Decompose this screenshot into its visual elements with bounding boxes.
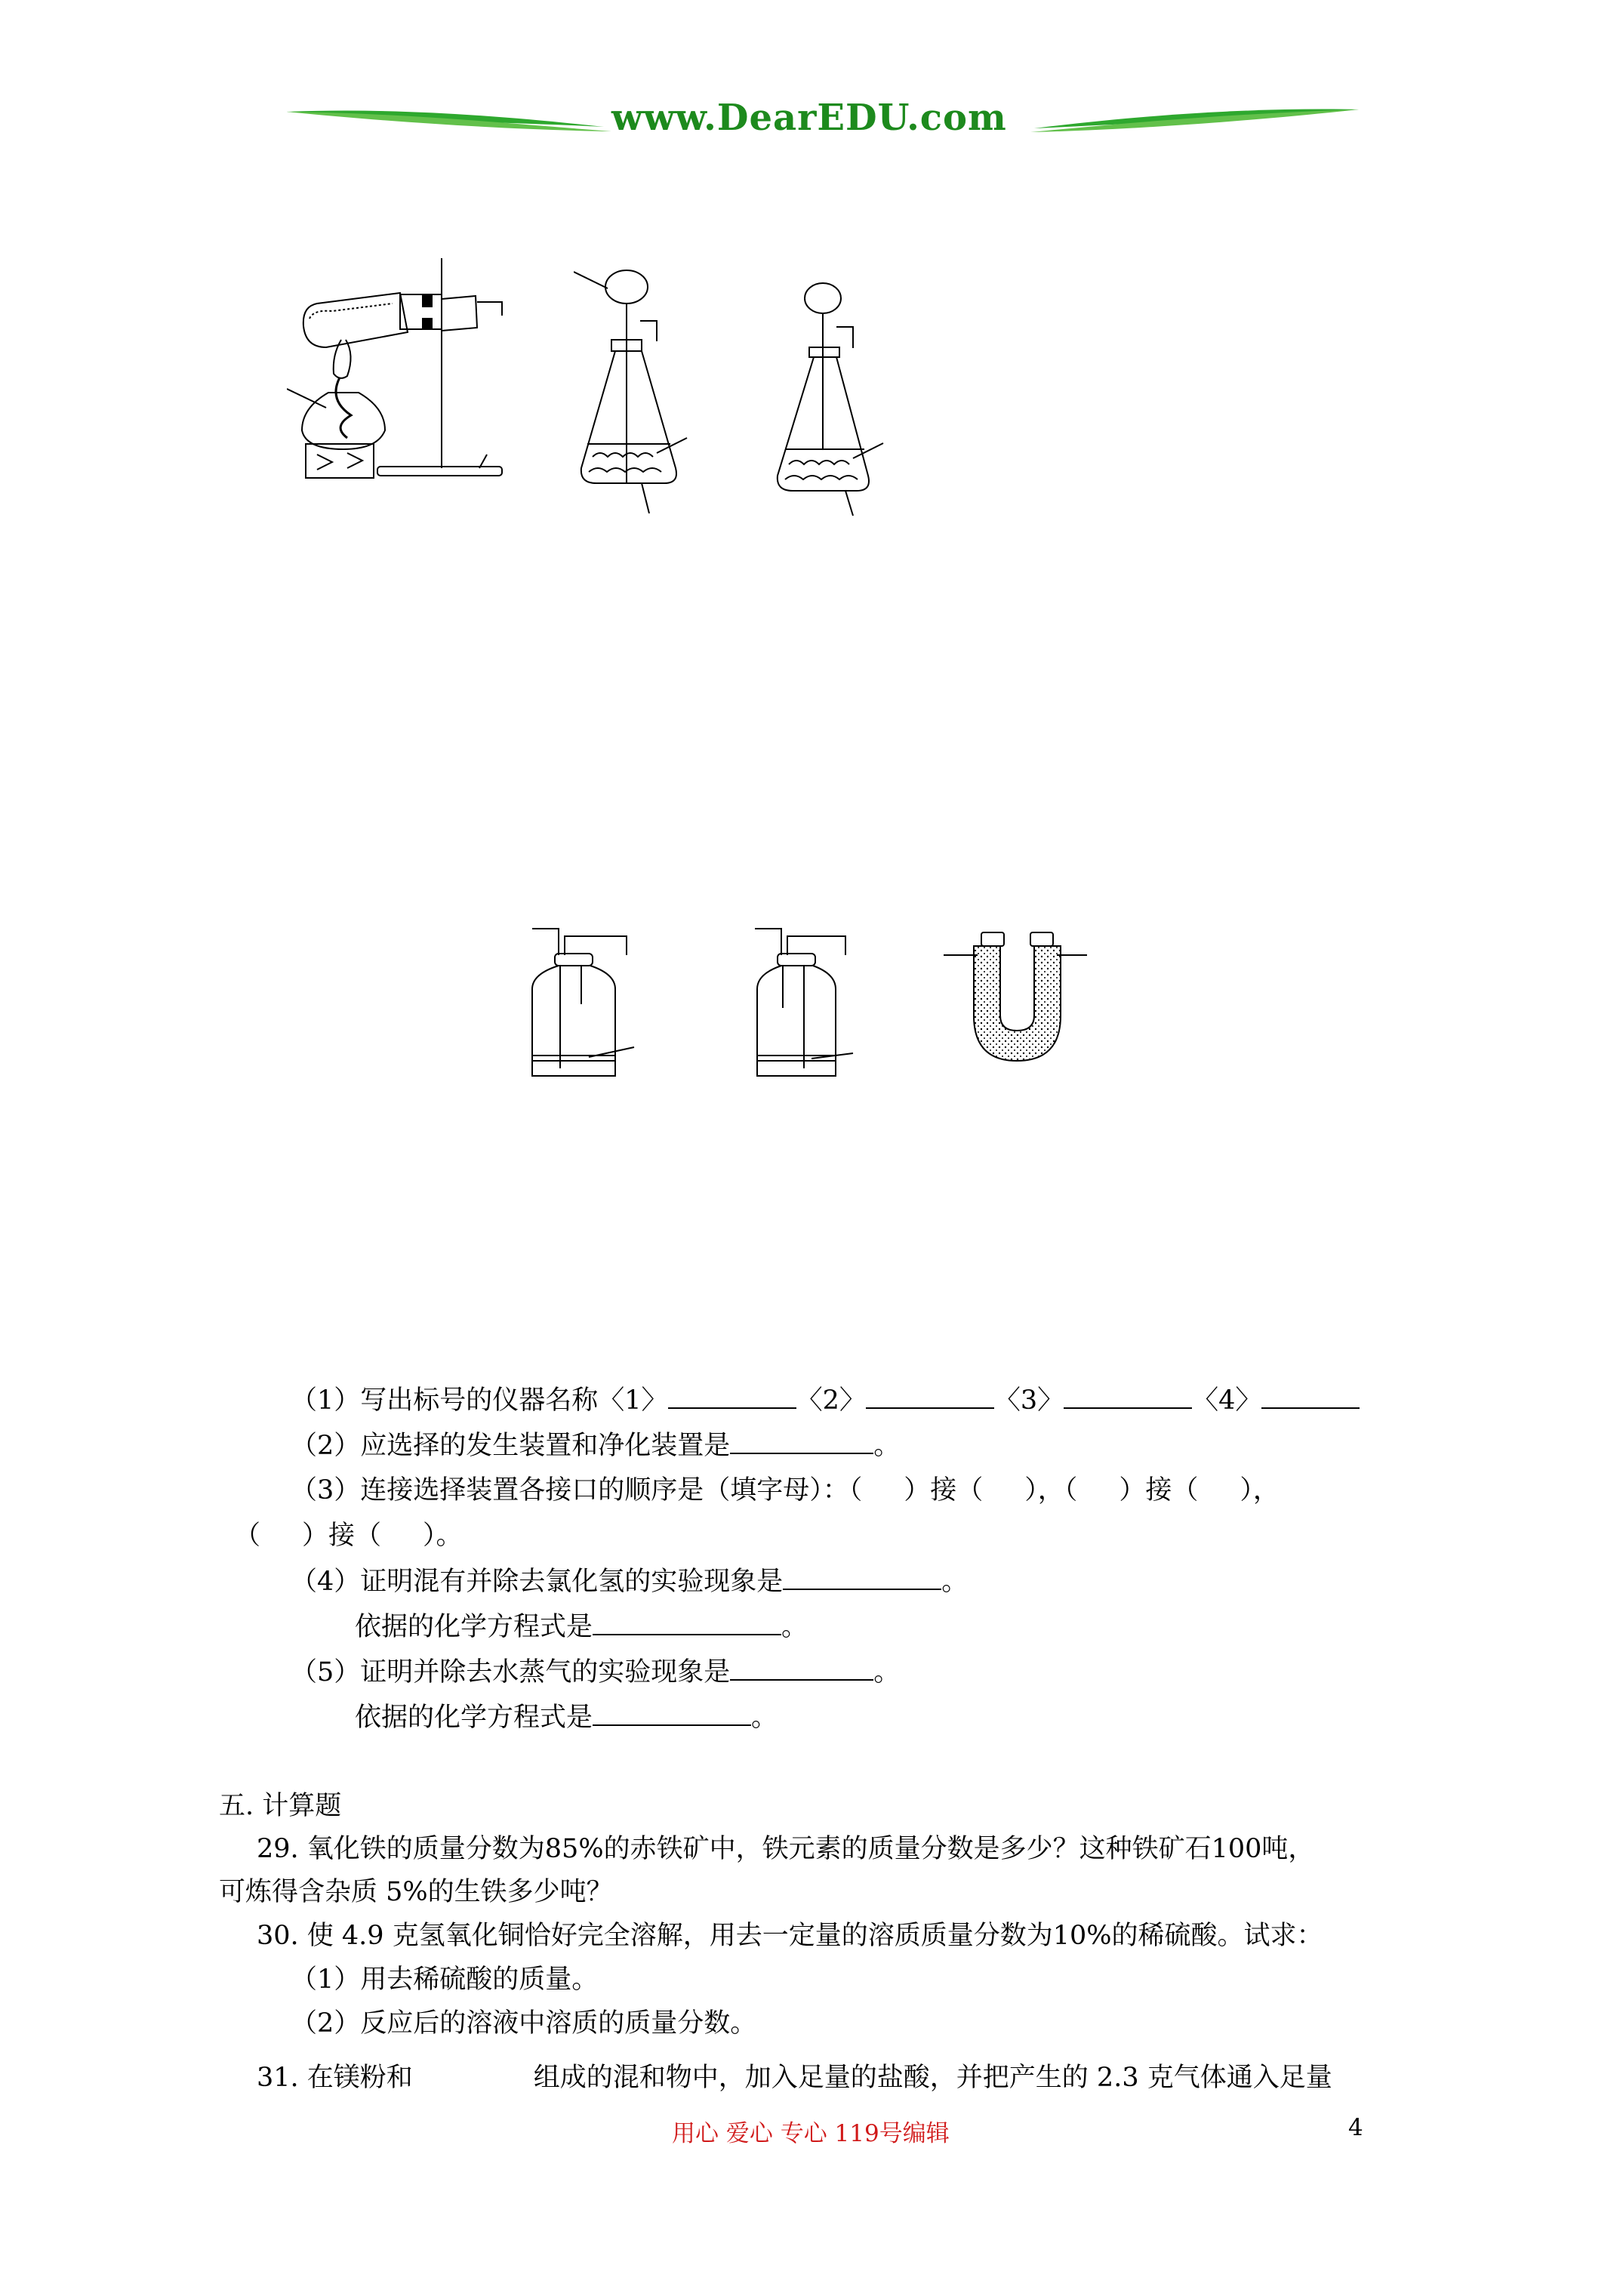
question-4-sub-label: 依据的化学方程式是: [355, 1612, 593, 1642]
question-3-join-1: ）接（: [904, 1475, 984, 1505]
question-3-join-3: ）接（: [1119, 1475, 1199, 1505]
apparatus-flask-funnel-figure: [574, 257, 710, 513]
footer-note: 用心 爱心 专心 119号编辑: [672, 2120, 950, 2147]
question-3-label: （3）连接选择装置各接口的顺序是（填字母）：（: [291, 1475, 863, 1505]
problem-29-line-1: 29. 氧化铁的质量分数为85%的赤铁矿中，铁元素的质量分数是多少？这种铁矿石100吨，: [257, 1834, 1315, 1864]
question-5-sub-line: [355, 1699, 778, 1736]
question-5-line: [291, 1653, 900, 1690]
question-3-line: [291, 1472, 1280, 1509]
problem-31-part-b: 组成的混和物中，加入足量的盐酸，并把产生的 2.3 克气体通入足量: [533, 2063, 1332, 2093]
question-1-label: （1）写出标号的仪器名称: [291, 1385, 599, 1416]
answer-blank-3[interactable]: [1064, 1382, 1192, 1409]
answer-blank-q2[interactable]: [730, 1427, 873, 1454]
apparatus-wash-bottle-figure-2: [751, 917, 864, 1083]
question-5-sub-label: 依据的化学方程式是: [355, 1703, 593, 1733]
question-4-sub-line: [355, 1608, 808, 1645]
question-1-line: [291, 1382, 1360, 1419]
answer-blank-q5[interactable]: [730, 1653, 873, 1681]
question-2-line: [291, 1427, 900, 1464]
answer-blank-4[interactable]: [1261, 1382, 1360, 1409]
problem-30-sub-2: （2）反应后的溶液中溶质的质量分数。: [291, 2008, 757, 2039]
problem-30-sub-1: （1）用去稀硫酸的质量。: [291, 1965, 599, 1995]
apparatus-u-tube-figure: [944, 925, 1087, 1068]
site-logo-text: www.DearEDU.com: [611, 97, 1007, 139]
question-5-label: （5）证明并除去水蒸气的实验现象是: [291, 1657, 731, 1687]
question-3-join-2: ），（: [1024, 1475, 1078, 1505]
apparatus-heating-tube-figure: [287, 249, 536, 491]
question-4-label: （4）证明混有并除去氯化氢的实验现象是: [291, 1567, 784, 1597]
answer-blank-q5-eq[interactable]: [593, 1699, 751, 1726]
apparatus-flask-funnel-figure-2: [770, 276, 906, 517]
question-2-label: （2）应选择的发生装置和净化装置是: [291, 1431, 731, 1461]
problem-29-line-2: 可炼得含杂质 5%的生铁多少吨？: [219, 1877, 613, 1907]
question-3-line-2: [234, 1518, 463, 1554]
question-3-close: ）。: [423, 1521, 463, 1551]
problem-30-line: 30. 使 4.9 克氢氧化铜恰好完全溶解，用去一定量的溶质质量分数为10%的稀硫酸。试求：: [257, 1921, 1323, 1951]
answer-blank-q4[interactable]: [783, 1563, 941, 1590]
section-5-title: 五. 计算题: [219, 1791, 342, 1821]
answer-blank-2[interactable]: [866, 1382, 994, 1409]
question-3-join-5: ）接（: [302, 1521, 382, 1551]
mark-4: 〈4〉: [1192, 1385, 1262, 1416]
answer-blank-q4-eq[interactable]: [593, 1608, 781, 1635]
question-4-sub-end: 。: [781, 1612, 808, 1642]
mark-2: 〈2〉: [796, 1385, 866, 1416]
mark-1: 〈1〉: [598, 1385, 668, 1416]
page-number: 4: [1348, 2114, 1363, 2141]
question-5-sub-end: 。: [751, 1703, 778, 1733]
answer-blank-1[interactable]: [668, 1382, 796, 1409]
question-4-line: [291, 1563, 968, 1600]
mark-3: 〈3〉: [993, 1385, 1064, 1416]
question-5-end: 。: [873, 1657, 901, 1687]
question-2-end: 。: [873, 1431, 901, 1461]
problem-31-part-a: 31. 在镁粉和: [257, 2063, 413, 2093]
problem-31-line: [257, 2060, 1332, 2096]
question-4-end: 。: [941, 1567, 969, 1597]
apparatus-wash-bottle-figure: [528, 917, 642, 1083]
question-3-join-4: ），: [1240, 1475, 1280, 1505]
question-3-open: （: [234, 1521, 261, 1551]
